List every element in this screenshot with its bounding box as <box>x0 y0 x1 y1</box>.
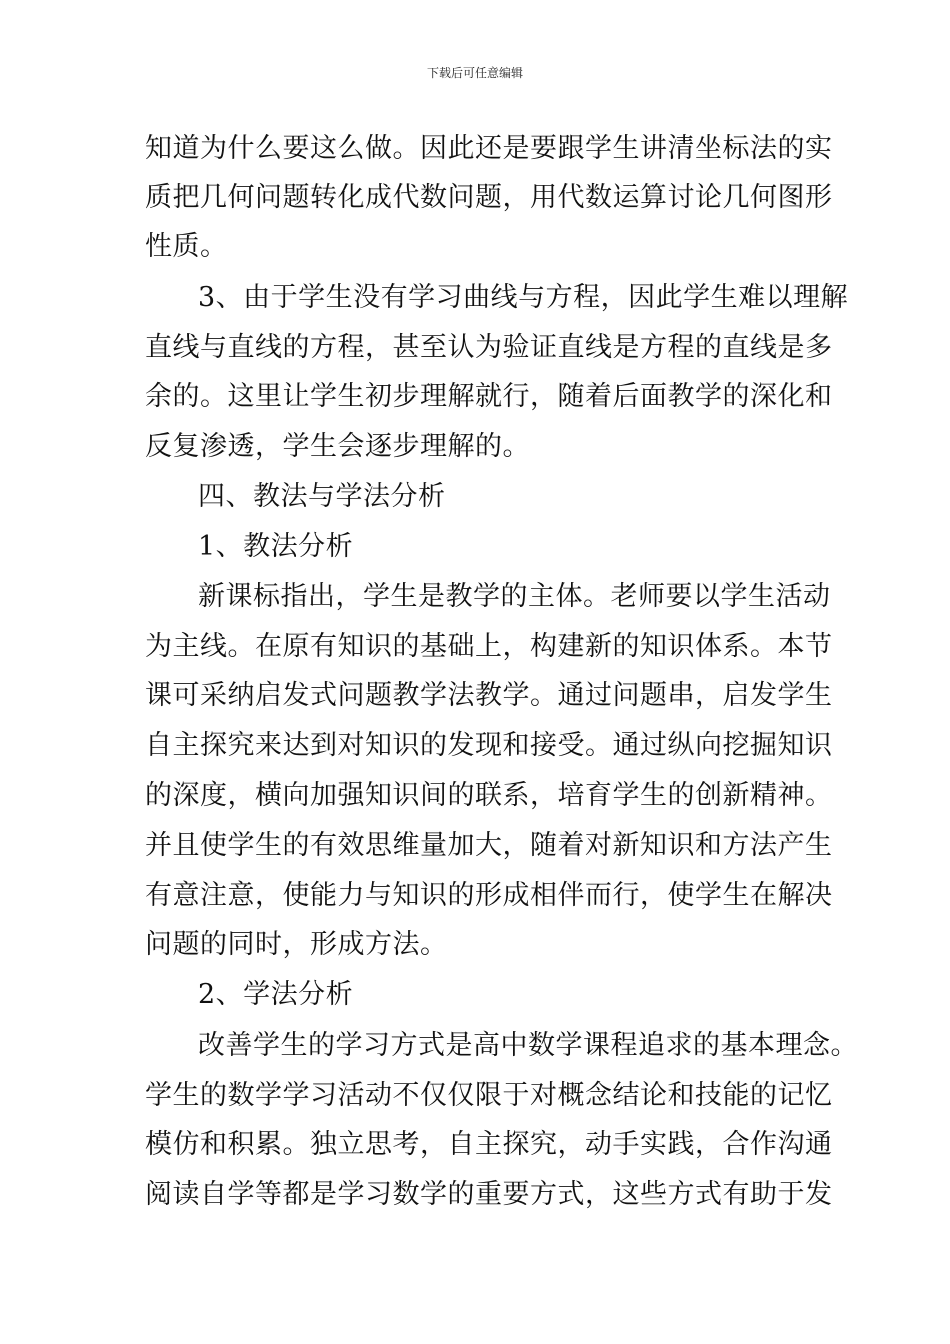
text-line: 性质。 <box>145 231 228 262</box>
text-line: 余的。这里让学生初步理解就行，随着后面教学的深化和 <box>145 381 833 412</box>
text-line: 直线与直线的方程，甚至认为验证直线是方程的直线是多 <box>145 332 833 363</box>
text-line: 的深度，横向加强知识间的联系，培育学生的创新精神。 <box>145 780 833 811</box>
text-line: 问题的同时，形成方法。 <box>145 929 448 960</box>
text-line: 质把几何问题转化成代数问题，用代数运算讨论几何图形 <box>145 182 833 213</box>
text-line: 模仿和积累。独立思考，自主探究，动手实践，合作沟通 <box>145 1129 833 1160</box>
text-line: 改善学生的学习方式是高中数学课程追求的基本理念。 <box>198 1030 858 1061</box>
subsection-heading: 1、教法分析 <box>198 531 354 562</box>
page-header: 下载后可任意编辑 <box>426 66 523 80</box>
text-line: 学生的数学学习活动不仅仅限于对概念结论和技能的记忆 <box>145 1080 833 1111</box>
text-line: 为主线。在原有知识的基础上，构建新的知识体系。本节 <box>145 631 833 662</box>
text-line: 并且使学生的有效思维量加大，随着对新知识和方法产生 <box>145 830 833 861</box>
text-line: 知道为什么要这么做。因此还是要跟学生讲清坐标法的实 <box>145 133 833 164</box>
text-line: 反复渗透，学生会逐步理解的。 <box>145 431 530 462</box>
text-line: 课可采纳启发式问题教学法教学。通过问题串，启发学生 <box>145 680 833 711</box>
text-line: 有意注意，使能力与知识的形成相伴而行，使学生在解决 <box>145 880 833 911</box>
section-heading: 四、教法与学法分析 <box>198 481 446 512</box>
subsection-heading: 2、学法分析 <box>198 979 354 1010</box>
text-line: 自主探究来达到对知识的发现和接受。通过纵向挖掘知识 <box>145 730 833 761</box>
text-line: 阅读自学等都是学习数学的重要方式，这些方式有助于发 <box>145 1179 833 1210</box>
text-line: 新课标指出，学生是教学的主体。老师要以学生活动 <box>198 581 831 612</box>
text-line: 3、由于学生没有学习曲线与方程，因此学生难以理解 <box>198 282 849 313</box>
